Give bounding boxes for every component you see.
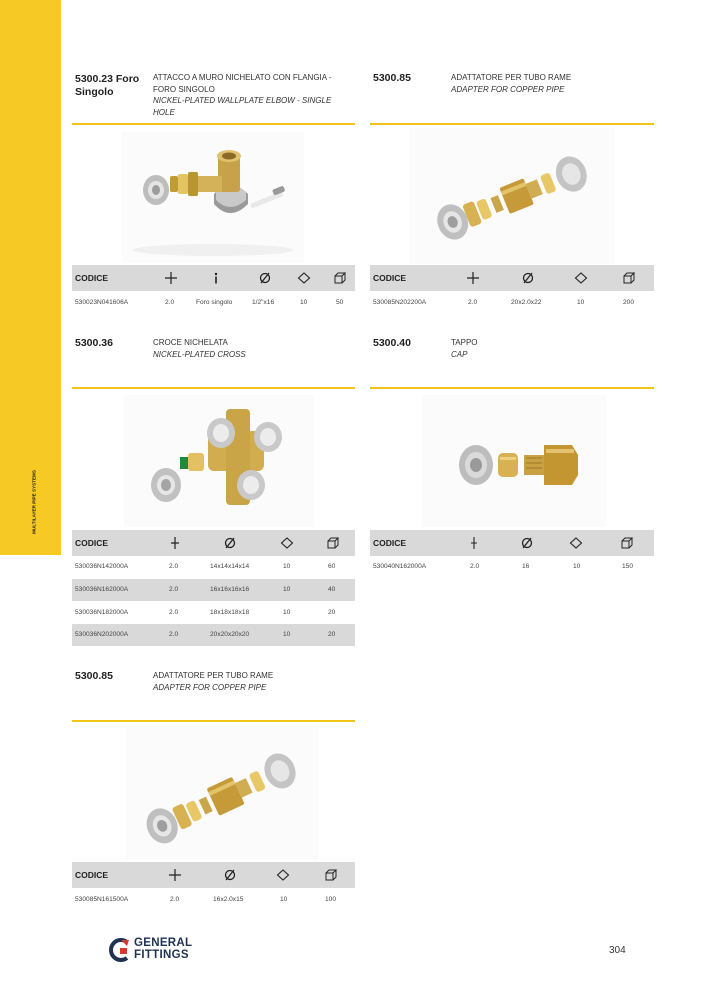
table-header [370, 265, 654, 291]
cell-code: 530036N202000A [75, 631, 129, 638]
description-italian: TAPPO [451, 338, 478, 347]
table-row [72, 292, 355, 314]
cell-code: 530036N182000A [75, 609, 129, 616]
product-image-wallplate-elbow [122, 132, 304, 262]
codice-header: CODICE [373, 538, 407, 548]
cell-pack-box: 150 [622, 563, 634, 570]
cell-pack-small: 10 [577, 299, 585, 306]
cell-thickness: 2.0 [468, 299, 478, 306]
cell-thickness: 2.0 [165, 299, 175, 306]
section-code: 5300.40 [373, 337, 411, 349]
cell-thickness: 2.0 [169, 631, 179, 638]
table-row [72, 579, 355, 601]
cell-diameter: 1/2"x16 [252, 299, 275, 306]
box-icon [324, 868, 338, 882]
table-header [72, 265, 355, 291]
table-row [72, 602, 355, 624]
description-english: ADAPTER FOR COPPER PIPE [451, 84, 565, 94]
logo-text [134, 938, 192, 961]
cell-thickness: 2.0 [170, 896, 180, 903]
description-english: NICKEL-PLATED WALLPLATE ELBOW - SINGLE HOLE [153, 96, 332, 117]
table-header [72, 530, 355, 556]
section-5300-36 [72, 337, 355, 647]
diameter-icon [521, 271, 535, 285]
table-header [370, 530, 654, 556]
codice-header: CODICE [75, 870, 109, 880]
table-row [370, 292, 654, 314]
table-row [72, 624, 355, 646]
logo-line-1: GENERAL [134, 937, 193, 949]
cell-code: 530023N041606A [75, 299, 129, 306]
pipe-cross-icon [467, 536, 481, 550]
description-italian: ATTACCO A MURO NICHELATO CON FLANGIA - FORO SINGOLO [153, 73, 332, 94]
page-number: 304 [609, 945, 626, 956]
cell-diameter: 14x14x14x14 [210, 563, 250, 570]
yellow-divider [370, 387, 654, 389]
cell-pack-small: 10 [283, 631, 291, 638]
description-italian: CROCE NICHELATA [153, 338, 228, 347]
cell-code: 530036N142000A [75, 563, 129, 570]
diamond-icon [297, 271, 311, 285]
yellow-divider [72, 387, 355, 389]
cell-diameter: 16x2.0x15 [213, 896, 244, 903]
yellow-divider [370, 123, 654, 125]
box-icon [333, 271, 347, 285]
table-row [72, 889, 355, 911]
table-row [370, 556, 654, 578]
box-icon [620, 536, 634, 550]
pipe-cross-icon [164, 271, 178, 285]
cell-pack-box: 40 [328, 586, 336, 593]
section-5300-85-top [370, 72, 654, 312]
codice-header: CODICE [75, 538, 109, 548]
cell-pack-box: 200 [623, 299, 635, 306]
cell-code: 530036N162000A [75, 586, 129, 593]
table-row [72, 556, 355, 578]
cell-pack-small: 10 [283, 563, 291, 570]
cell-thickness: 2.0 [169, 609, 179, 616]
cell-diameter: 20x2.0x22 [511, 299, 542, 306]
pipe-cross-icon [168, 536, 182, 550]
cell-thickness: 2.0 [169, 586, 179, 593]
yellow-divider [72, 720, 355, 722]
diameter-icon [223, 536, 237, 550]
section-5300-85-bottom [72, 670, 355, 915]
cell-thickness: 2.0 [470, 563, 480, 570]
product-image-copper-adapter [410, 128, 614, 264]
cell-code: 530040N162000A [373, 563, 427, 570]
cell-pack-small: 10 [300, 299, 308, 306]
pipe-cross-icon [168, 868, 182, 882]
cell-pack-small: 10 [283, 586, 291, 593]
cell-pack-small: 10 [283, 609, 291, 616]
logo-line-2: FITTINGS [134, 948, 189, 961]
cell-diameter: 16 [522, 563, 530, 570]
section-code: 5300.85 [75, 670, 113, 682]
pipe-cross-icon [466, 271, 480, 285]
diamond-icon [276, 868, 290, 882]
description-english: ADAPTER FOR COPPER PIPE [153, 682, 267, 692]
diameter-icon [520, 536, 534, 550]
cell-diameter: 16x16x16x16 [210, 586, 250, 593]
section-code: 5300.85 [373, 72, 411, 84]
cell-pack-small: 10 [280, 896, 288, 903]
cell-pack-box: 20 [328, 609, 336, 616]
yellow-divider [72, 123, 355, 125]
codice-header: CODICE [373, 273, 407, 283]
section-code: 5300.36 [75, 337, 113, 349]
description-english: NICKEL-PLATED CROSS [153, 349, 246, 359]
table-header [72, 862, 355, 888]
cell-pack-box: 60 [328, 563, 336, 570]
cell-pack-small: 10 [573, 563, 581, 570]
section-5300-40 [370, 337, 654, 582]
codice-header: CODICE [75, 273, 109, 283]
section-description [153, 337, 353, 360]
description-italian: ADATTATORE PER TUBO RAME [153, 671, 274, 680]
section-description [451, 337, 651, 360]
section-description [451, 72, 651, 95]
cell-code: 530085N202200A [373, 299, 427, 306]
logo-mark-icon [107, 936, 133, 964]
diamond-icon [569, 536, 583, 550]
product-image-cross [124, 395, 314, 527]
cell-thickness: 2.0 [169, 563, 179, 570]
section-description [153, 72, 353, 118]
section-5300-23 [72, 72, 355, 312]
section-description [153, 670, 353, 693]
cell-pack-box: 50 [336, 299, 344, 306]
sidebar-label: MULTILAYER PIPE SYSTEMS [31, 470, 37, 534]
general-fittings-logo [107, 935, 217, 965]
info-icon [209, 271, 223, 285]
product-image-copper-adapter [126, 728, 318, 860]
diameter-icon [258, 271, 272, 285]
diamond-icon [574, 271, 588, 285]
cell-diameter: 18x18x18x18 [210, 609, 250, 616]
description-italian: ADATTATORE PER TUBO RAME [451, 73, 572, 82]
description-english: CAP [451, 349, 468, 359]
box-icon [622, 271, 636, 285]
section-code: 5300.23 Foro Singolo [75, 73, 140, 98]
cell-pack-box: 100 [325, 896, 337, 903]
diamond-icon [280, 536, 294, 550]
diameter-icon [223, 868, 237, 882]
box-icon [326, 536, 340, 550]
cell-type: Foro singolo [196, 299, 233, 306]
cell-code: 530085N161500A [75, 896, 129, 903]
product-image-cap [422, 395, 606, 527]
cell-diameter: 20x20x20x20 [210, 631, 250, 638]
cell-pack-box: 20 [328, 631, 336, 638]
